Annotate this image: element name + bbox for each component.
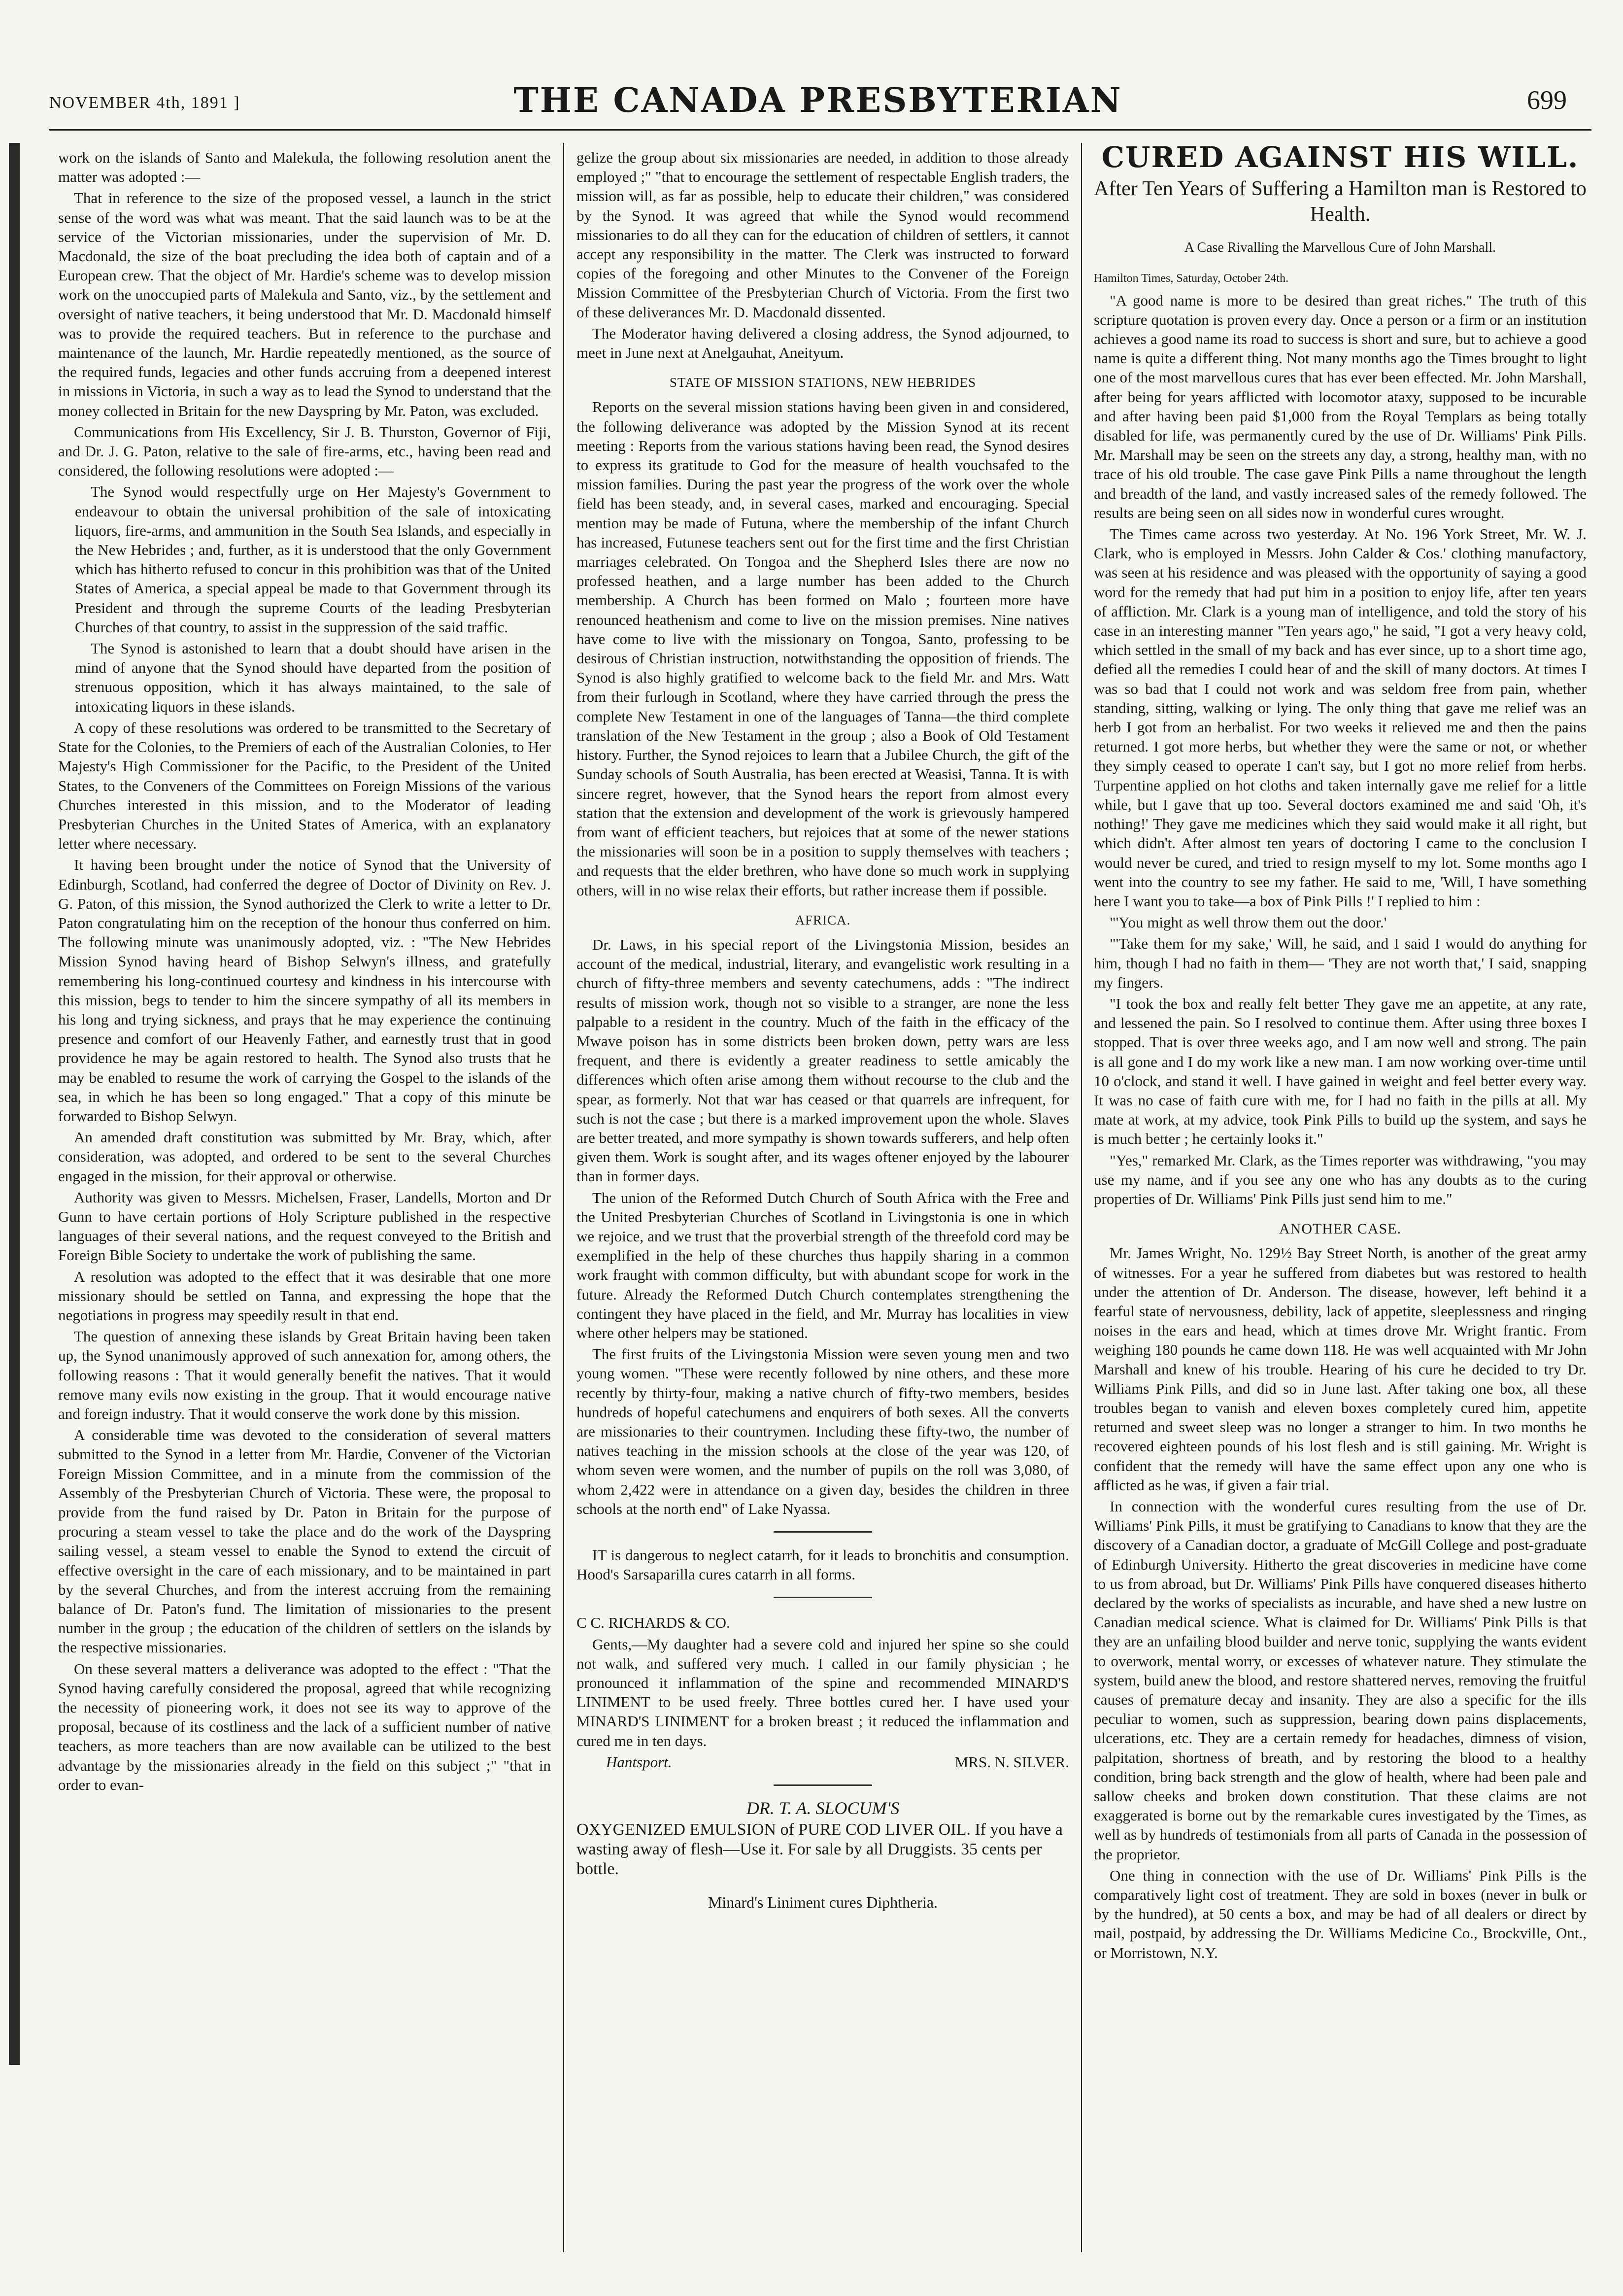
- ad-letter-body: Gents,—My daughter had a severe cold and injured her spine so she could not walk, and suffered very much. I called in our family physician ; he pronounced it inflammation of the spine and recommended MINARD'S LINIMENT to be used freely. Three bottles cured her. I have used your MINARD'S LINIMENT for a broken breast ; it reduced the inflammation and cured me in ten days.: [576, 1635, 1069, 1749]
- masthead-rule: [49, 129, 1591, 131]
- paragraph: "A good name is more to be desired than great riches." The truth of this scripture quotation is proven every day. Once a person or a firm or an institution achieves a good name its road to success is short and sure, but to achieve a good name is quite a different thing. Not many months ago the Times brought to light one of the most marvellous cures that has ever been effected. Mr. John Marshall, after being for years afflicted with locomotor ataxy, supposed to be incurable and after having been paid $1,000 from the Royal Templars as being totally disabled for life, was permanently cured by the use of Dr. Williams' Pink Pills. Mr. Marshall may be seen on the streets any day, a strong, healthy man, with no trace of his old trouble. The case gave Pink Pills a name throughout the length and breadth of the land, and vastly increased sales of the remedy followed. The results are being seen on all sides now in wonderful cures wrought.: [1094, 291, 1587, 521]
- paragraph: The Moderator having delivered a closing address, the Synod adjourned, to meet in June next at Anelgauhat, Aneityum.: [576, 324, 1069, 362]
- paragraph: On these several matters a deliverance was adopted to the effect : "That the Synod having carefully considered the proposal, agreed that while recognizing the necessity of pioneering work, it does not see its way to approve of the proposal, because of its costliness and the lack of a sufficient number of native teachers, as more teachers than are now available can be utilized to the best advantage by the missionaries already in the field on this subject ;" "that in order to evan-: [58, 1660, 551, 1793]
- column-synod-report: [58, 148, 551, 1796]
- paragraph: "I took the box and really felt better They gave me an appetite, at any rate, and lessened the pain. So I resolved to continue them. After using three boxes I stopped. That is over three weeks ago, and I am now well and strong. The pain is all gone and I do my work like a new man. I am now working over-time until 10 o'clock, and stand it well. I have gained in weight and feel better every way. It was no case of faith cure with me, for I had no faith in the pills at all. My mate at work, at my advice, took Pink Pills to build up the system, and says he is much better ; he certainly looks it.": [1094, 994, 1587, 1148]
- ad-signature-line: [606, 1752, 1069, 1772]
- paragraph: The question of annexing these islands by Great Britain having been taken up, the Synod unanimously approved of such annexation for, among others, the following reasons : That it would generally benefit the natives. That it would remove many evils now existing in the group. That it would encourage native and foreign industry. That it would conserve the work done by this mission.: [58, 1328, 551, 1422]
- ad-signature: MRS. N. SILVER.: [954, 1753, 1069, 1771]
- advertisement-minards-letter: [576, 1613, 1069, 1772]
- paragraph: It having been brought under the notice of Synod that the University of Edinburgh, Scotland, had conferred the degree of Doctor of Divinity on Rev. J. G. Paton, of this mission, the Synod authorized the Clerk to write a letter to Dr. Paton congratulating him on the reception of the honour thus conferred on him. The following minute was unanimously adopted, viz. : "The New Hebrides Mission Synod having heard of Bishop Selwyn's illness, and gratefully remembering his long-continued courtesy and kindness in his intercourse with this mission, begs to tender to him the sincere sympathy of all its members in his long and trying sickness, and prays that he may experience the continuing presence and comfort of our Heavenly Father, and earnestly trust that in good providence he may be again restored to health. The Synod also trusts that he may be enabled to resume the work of carrying the Gospel to the islands of the sea, in which he has been so long engaged." That a copy of this minute be forwarded to Bishop Selwyn.: [58, 856, 551, 1125]
- separator: [774, 1531, 872, 1533]
- paragraph: Dr. Laws, in his special report of the Livingstonia Mission, besides an account of the medical, industrial, literary, and evangelistic work resulting in a church of fifty-three members and seventy catechumens, adds : "The indirect results of mission work, though not so visible to a stranger, are none the less palpable to a resident in the country. Much of the faith in the efficacy of the Mwave poison has in some districts been broken down, petty wars are less frequent, and there is evidently a greater readiness to settle amicably the differences which often arise among them without recourse to the club and the spear, as formerly. Not that war has ceased or that quarrels are infrequent, for such is not the case ; but there is a marked improvement upon the whole. Slaves are better treated, and more sympathy is shown towards sufferers, and help often given them. Work is sought after, and its wages oftener enjoyed by the labourer than in former days.: [576, 935, 1069, 1185]
- column-rule-1: [563, 143, 564, 2252]
- paragraph: In connection with the wonderful cures resulting from the use of Dr. Williams' Pink Pills, it must be gratifying to Canadians to know that they are the discovery of a Canadian doctor, a graduate of McGill College and post-graduate of Edinburgh University. Hitherto the great discoveries in medicine have come to us from abroad, but Dr. Williams' Pink Pills have conquered diseases hitherto declared by the works of specialists as incurable, and have shed a new lustre on Canadian medical science. What is claimed for Dr. Williams' Pink Pills is that they are an unfailing blood builder and nerve tonic, supplying the wants evident to overwork, mental worry, or excesses of whatever nature. They stimulate the system, build anew the blood, and restore shattered nerves, removing the fruitful causes of premature decay and insanity. They are also a specific for the ills peculiar to women, such as suppression, bearing down pains displacements, ulcerations, etc. They are a certain remedy for headaches, dimness of vision, palpitation, shortness of breath, and by restoring the blood to a healthy condition, bring back strength and the glow of health, where had been pale and sallow cheeks and broken down constitution. That these claims are not exaggerated is borne out by the remarkable cures investigated by the Times, as well as by hundreds of testimonials from all parts of Canada in the possession of the proprietor.: [1094, 1498, 1587, 1863]
- paragraph: The Synod is astonished to learn that a doubt should have arisen in the mind of anyone that the Synod should have departed from the position of strenuous opposition, which it has always maintained, to the sale of intoxicating liquors in these islands.: [75, 640, 551, 715]
- paragraph: Communications from His Excellency, Sir J. B. Thurston, Governor of Fiji, and Dr. J. G. Paton, relative to the sale of fire-arms, etc., having been read and considered, the following resolutions were adopted :—: [58, 423, 551, 480]
- ad-slocum-name: DR. T. A. SLOCUM'S: [746, 1798, 900, 1818]
- ad-place: Hantsport.: [606, 1753, 672, 1771]
- column-pink-pills: [1094, 140, 1587, 1964]
- paragraph: "Yes," remarked Mr. Clark, as the Times reporter was withdrawing, "you may use my name, and if you see any one who has any doubts as to the curing properties of Dr. Williams' Pink Pills just send him to me.": [1094, 1151, 1587, 1207]
- ad-slocum-body: OXYGENIZED EMULSION of PURE COD LIVER OIL. If you have a wasting away of flesh—Use it. For sale by all Druggists. 35 cents per bottle.: [576, 1820, 1063, 1879]
- paragraph: The first fruits of the Livingstonia Mission were seven young men and two young women. "These were recently followed by nine others, and these more recently by thirty-four, making a native church of fifty-two members, besides hundreds of hopeful catechumens and enquirers of both sexes. All the converts are missionaries to their countrymen. Including these fifty-two, the number of natives teaching in the mission schools at the close of the year was 120, of whom seven were women, and the number of pupils on the roll was 3,080, of whom 2,422 were in attendance on a given day, besides the children in three schools at the north end" of Lake Nyassa.: [576, 1345, 1069, 1517]
- newspaper-title: THE CANADA PRESBYTERIAN: [513, 81, 1122, 120]
- paragraph: That in reference to the size of the proposed vessel, a launch in the strict sense of the word was what was meant. That the said launch was to be at the service of the Victorian missionaries, under the supervision of Mr. D. Macdonald, the size of the boat precluding the idea both of captain and of a European crew. That the object of Mr. Hardie's scheme was to develop mission work on the unoccupied parts of Malekula and Santo, viz., by the settlement and oversight of native teachers, it being understood that Mr. D. Macdonald himself was to provide the required teachers. But in reference to the purchase and maintenance of the launch, Mr. Hardie repeatedly mentioned, as the source of the required funds, legacies and other funds accruing from a deepened interest in missions in Victoria, in such a way as to lead the Synod to understand that the money collected in Britain for the new Dayspring by Mr. Paton, was excluded.: [58, 189, 551, 419]
- masthead: [49, 79, 1587, 118]
- article-deck: A Case Rivalling the Marvellous Cure of John Marshall.: [1184, 240, 1496, 256]
- column-rule-2: [1081, 143, 1082, 2252]
- advertisement-hoods: IT is dangerous to neglect catarrh, for it leads to bronchitis and consumption. Hood's Sarsaparilla cures catarrh in all forms.: [576, 1546, 1069, 1583]
- paragraph: One thing in connection with the use of Dr. Williams' Pink Pills is the comparatively light cost of treatment. They are sold in boxes (never in bulk or by the hundred), at 50 cents a box, and may be had of all dealers or direct by mail, postpaid, by addressing the Dr. Williams Medicine Co., Brockville, Ont., or Morristown, N.Y.: [1094, 1866, 1587, 1961]
- paragraph: An amended draft constitution was submitted by Mr. Bray, which, after consideration, was adopted, and ordered to be sent to the several Churches engaged in the mission, for their approval or otherwise.: [58, 1129, 551, 1185]
- dateline: Hamilton Times, Saturday, October 24th.: [1094, 272, 1289, 285]
- paragraph: gelize the group about six missionaries are needed, in addition to those already employed ;" "that to encourage the settlement of respectable English traders, the mission will, as far as possible, help to educate their children," was considered by the Synod. It was agreed that while the Synod would recommend missionaries to do all they can for the education of children of settlers, it cannot accept any responsibility in the matter. The Clerk was instructed to forward copies of the foregoing and other Minutes to the Convener of the Foreign Mission Committee of the Presbyterian Church of Victoria. From the first two of these deliverances Mr. D. Macdonald dissented.: [576, 149, 1069, 321]
- quote-line: "'Take them for my sake,' Will, he said, and I said I would do anything for him, though I had no faith in them— 'They are not worth that,' I said, snapping my fingers.: [1094, 935, 1587, 991]
- paragraph: Mr. James Wright, No. 129½ Bay Street North, is another of the great army of witnesses. For a year he suffered from diabetes but was restored to health under the attention of Dr. Anderson. The disease, however, left behind it a fearful state of nervousness, debility, lack of appetite, sleeplessness and ringing noises in the ears and head, which at times drove Mr. Wright frantic. From weighing 180 pounds he came down 118. He was well acquainted with Mr John Marshall and knew of his trouble. Hearing of his cure he decided to try Dr. Williams Pink Pills, and did so in June last. After taking one box, all these troubles began to vanish and eleven boxes completely cured him, appetite returned and sweet sleep was no longer a stranger to him. In two months he recovered eighteen pounds of his lost flesh and is still gaining. Mr. Wright is confident that the remedy will have the same effect upon any one who is afflicted as he was, if given a fair trial.: [1094, 1244, 1587, 1494]
- scan-edge-strip: [9, 143, 20, 2065]
- column-mission-stations: [576, 148, 1069, 1912]
- paragraph: Authority was given to Messrs. Michelsen, Fraser, Landells, Morton and Dr Gunn to have certain portions of Holy Scripture published in the respective languages of their several nations, and the request conveyed to the British and Foreign Bible Society to undertake the work of publishing the same.: [58, 1188, 551, 1264]
- section-heading: AFRICA.: [795, 912, 851, 927]
- ad-minard-diphtheria: Minard's Liniment cures Diphtheria.: [708, 1893, 938, 1912]
- paragraph: The Synod would respectfully urge on Her Majesty's Government to endeavour to obtain the universal prohibition of the sale of intoxicating liquors, fire-arms, and ammunition in the South Sea Islands, and especially in the New Hebrides ; and, further, as it is understood that the only Government which has hitherto refused to concur in this prohibition was that of the United States of America, a special appeal be made to that Government through its President and through the supreme Courts of the leading Presbyterian Churches of that country, to assist in the suppression of the said traffic.: [75, 483, 551, 636]
- issue-date: NOVEMBER 4th, 1891 ]: [49, 94, 240, 112]
- section-heading: ANOTHER CASE.: [1279, 1221, 1401, 1237]
- section-heading: STATE OF MISSION STATIONS, NEW HEBRIDES: [669, 375, 977, 390]
- separator: [774, 1784, 872, 1786]
- paragraph: A resolution was adopted to the effect that it was desirable that one more missionary should be settled on Tanna, and expressing the hope that the negotiations in progress may speedily result in that end.: [58, 1268, 551, 1324]
- article-headline: CURED AGAINST HIS WILL.: [1101, 140, 1579, 174]
- paragraph: work on the islands of Santo and Malekula, the following resolution anent the matter was adopted :—: [58, 149, 551, 186]
- page-number: 699: [1527, 85, 1567, 115]
- paragraph: The Times came across two yesterday. At No. 196 York Street, Mr. W. J. Clark, who is employed in Messrs. John Calder & Cos.' clothing manufactory, was seen at his residence and was pleased with the opportunity of saying a good word for the remedy that had put him in a position to enjoy life, after ten years of affliction. Mr. Clark is a young man of intelligence, and told the story of his case in an interesting manner "Ten years ago," he said, "I got a very heavy cold, which settled in the small of my back and has ever since, up to a short time ago, defied all the remedies I could hear of and the skill of many doctors. At times I was so bad that I could not work and was seldom free from pain, whether standing, sitting, walking or lying. The only thing that gave me relief was an herb I got from an herbalist. For two weeks it relieved me and then the pains returned. I got more herbs, but whether they were the same or not, or whether they simply ceased to operate I can't say, but I got no more relief from herbs. Turpentine applied on hot cloths and taken internally gave me relief for a little while, but I gave that up too. Several doctors examined me and said 'Oh, it's nothing!' They gave me medicines which they said would make it all right, but which didn't. After almost ten years of doctoring I came to the conclusion I would never be cured, and tried to resign myself to my lot. Some months ago I went into the country to see my father. He said to me, 'Will, I have something here I want you to take—a box of Pink Pills !' I replied to him :: [1094, 525, 1587, 910]
- paragraph: The union of the Reformed Dutch Church of South Africa with the Free and the United Presbyterian Churches of Scotland in Livingstonia is one in which we rejoice, and we trust that the proverbial strength of the threefold cord may be exemplified in the help of these churches thus happily sharing in a common work fraught with common difficulty, but with abundant scope for work in the future. Already the Reformed Dutch Church contemplates strengthening the contingent they have placed in the field, and Mr. Murray has localities in view where other helpers may be stationed.: [576, 1189, 1069, 1341]
- paragraph: Reports on the several mission stations having been given in and considered, the following deliverance was adopted by the Mission Synod at its recent meeting : Reports from the various stations having been read, the Synod desires to express its gratitude to God for the measure of health vouchsafed to the mission families. During the past year the progress of the work over the whole field has been steady, and, in several cases, marked and encouraging. Special mention may be made of Futuna, where the membership of the infant Church has increased, Futunese teachers sent out for the first time and the first Christian marriages celebrated. On Tongoa and the Shepherd Isles there are now no professed heathen, and a large number has been added to the Church membership. A Church has been formed on Malo ; fourteen more have renounced heathenism and come to live on the mission premises. Nine natives have come to live with the missionary on Tongoa, Santo, professing to be desirous of Christian instruction, notwithstanding the opposition of friends. The Synod is also highly gratified to welcome back to the field Mr. and Mrs. Watt from their furlough in Scotland, where they have carried through the press the complete New Testament in one of the languages of Tanna—the third complete translation of the New Testament in the group ; also a Book of Old Testament history. Further, the Synod rejoices to learn that a Jubilee Church, the gift of the Sunday schools of South Australia, has been erected at Weasisi, Tanna. It is with sincere regret, however, that the Synod hears the report from almost every station that the extension and development of the work is grievously hampered from want of efficient teachers, but rejoices that at some of the newer stations the missionaries will soon be in a position to supply themselves with teachers ; and requests that the elder brethren, who have done so much work in supplying others, will in no wise relax their efforts, but rather increase them if possible.: [576, 398, 1069, 899]
- paragraph: A considerable time was devoted to the consideration of several matters submitted to the Synod in a letter from Mr. Hardie, Convener of the Victorian Foreign Mission Committee, and in a minute from the commission of the Assembly of the Presbyterian Church of Victoria. These were, the proposal to provide from the fund raised by Dr. Paton in Britain for the purpose of procuring a steam vessel to take the place and do the work of the Dayspring sailing vessel, a steam vessel to enable the Synod to extend the circuit of effective oversight in the care of each missionary, and to be maintained in part by the several Churches, and from the interest accruing from the remaining balance of Dr. Paton's fund. The limitation of missionaries to the present number in the group ; the education of the children of settlers on the islands by the respective missionaries.: [58, 1426, 551, 1656]
- ad-addressee: C C. RICHARDS & CO.: [576, 1614, 730, 1632]
- article-subhead: After Ten Years of Suffering a Hamilton man is Restored to Health.: [1094, 177, 1587, 226]
- separator: [774, 1597, 872, 1598]
- quote-line: "'You might as well throw them out the door.': [1110, 914, 1387, 931]
- paragraph: A copy of these resolutions was ordered to be transmitted to the Secretary of State for the Colonies, to the Premiers of each of the Australian Colonies, to Her Majesty's High Commissioner for the Pacific, to the President of the United States, to the Conveners of the Committees on Foreign Missions of the various Churches interested in this mission, and to the Moderator of leading Presbyterian Churches in the United States of America, with an explanatory letter where necessary.: [58, 719, 551, 853]
